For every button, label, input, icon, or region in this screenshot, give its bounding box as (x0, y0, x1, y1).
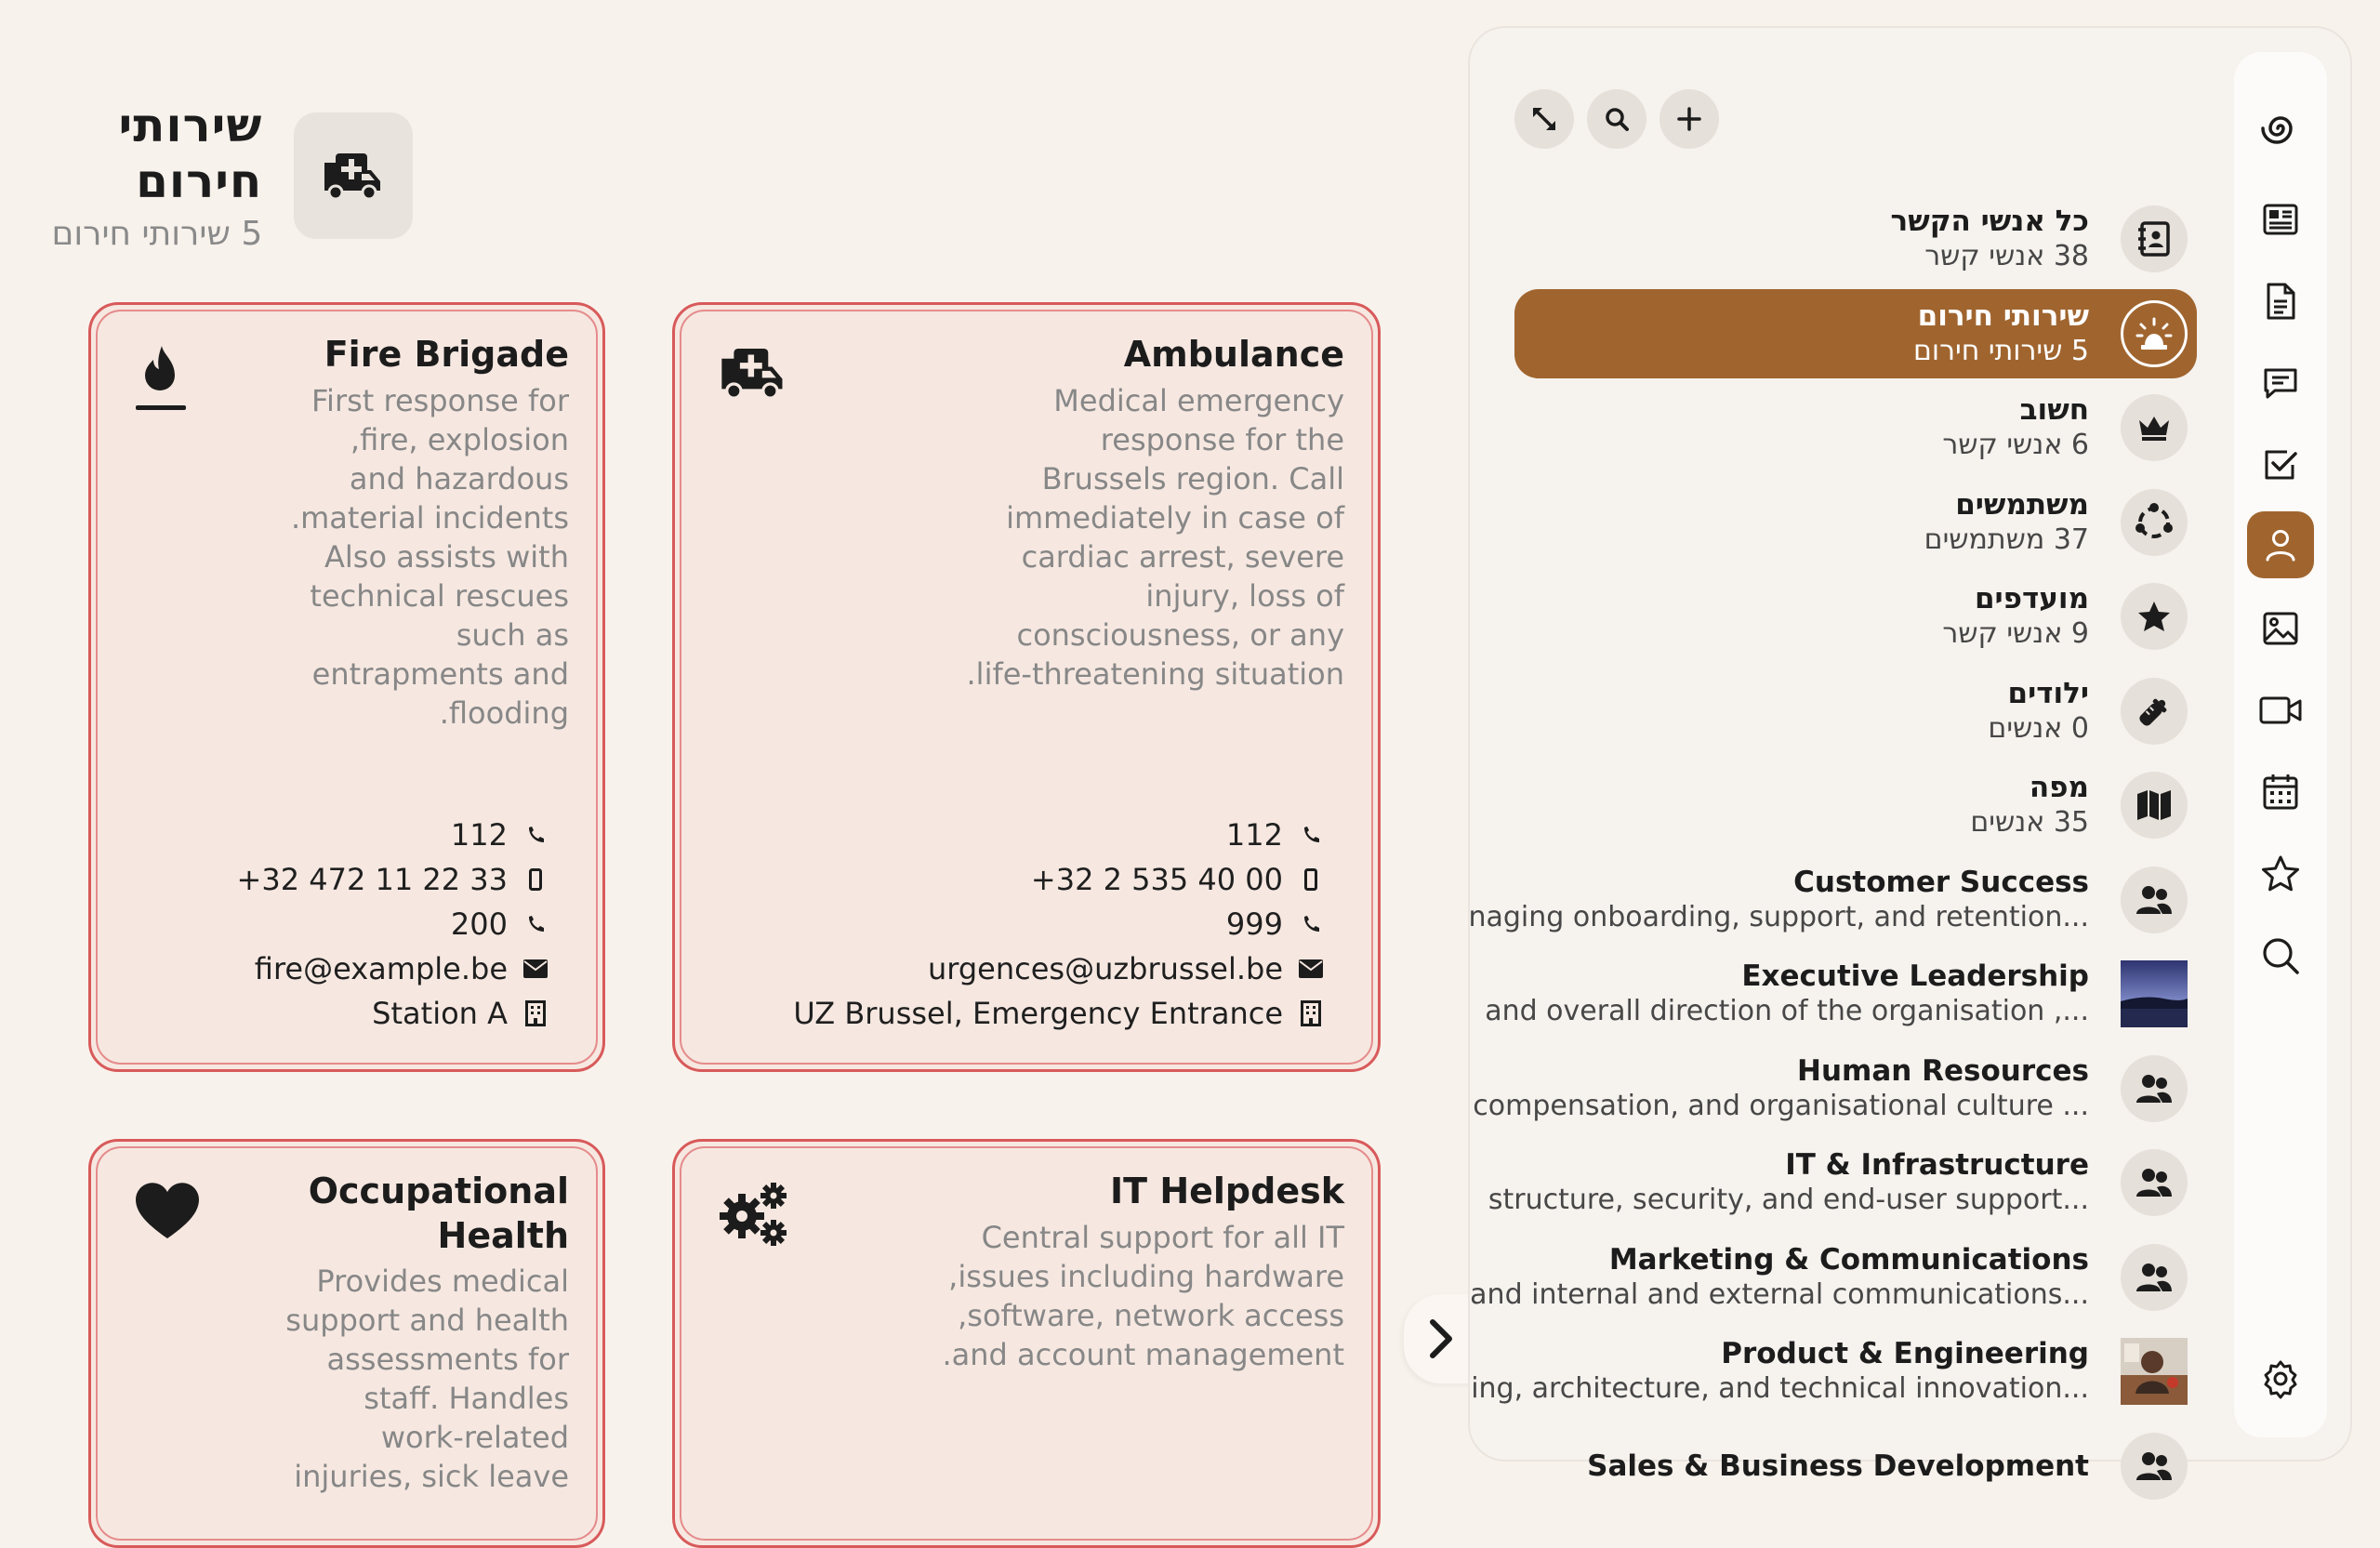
document-icon (2264, 282, 2297, 321)
star-icon (2121, 583, 2188, 650)
group-item-all-contacts[interactable] (1514, 192, 2197, 286)
card-description: Provides medical support and health assessments for staff. Handles work-related injuries, sick leave (285, 1264, 569, 1494)
item-name: שירותי חירום (1917, 298, 2089, 333)
group-item-customer-success[interactable] (1468, 853, 2197, 947)
news-icon (2262, 201, 2299, 238)
group-list (1468, 192, 2197, 1514)
gears-icon (718, 1181, 790, 1251)
group-item-sales[interactable] (1514, 1419, 2197, 1514)
expand-icon (1530, 105, 1558, 133)
card-description: Central support for all IT issues including hardware, software, network access, and account management. (942, 1219, 1344, 1372)
fire-icon (134, 344, 188, 417)
contact-mobile[interactable]: +32 472 11 22 33 (237, 857, 547, 902)
contact-location[interactable]: Station A (237, 991, 547, 1036)
users-circle-icon (2121, 489, 2188, 556)
rail-search[interactable] (2247, 922, 2314, 989)
item-subtitle: ... compensation, and organisational culture (1473, 1089, 2089, 1122)
contact-phone[interactable]: 112 (793, 813, 1322, 857)
item-subtitle: 0 אנשים (1988, 711, 2089, 745)
item-subtitle: 37 משתמשים (1924, 523, 2089, 556)
group-item-marketing[interactable] (1470, 1230, 2197, 1325)
page-header (0, 98, 413, 253)
mail-icon (524, 959, 547, 978)
item-subtitle: ...structure, security, and end-user support (1488, 1184, 2089, 1217)
chat-icon (2262, 364, 2299, 402)
map-icon (2121, 772, 2188, 839)
baby-bottle-icon (2121, 678, 2188, 745)
chevron-right-icon (1427, 1318, 1455, 1359)
card-title: Occupational Health (308, 1171, 569, 1256)
item-name: Executive Leadership (1741, 959, 2089, 994)
rail-news[interactable] (2247, 186, 2314, 253)
card-description: Medical emergency response for the Brussels region. Call immediately in case of cardiac arrest, severe injury, loss of consciousness, or any life-threatening situation. (966, 382, 1344, 692)
card-title: Fire Brigade (324, 334, 569, 375)
item-name: משתמשים (1955, 487, 2089, 522)
rail-tasks[interactable] (2247, 431, 2314, 498)
group-icon (2121, 1244, 2188, 1311)
contact-phone[interactable]: 999 (793, 902, 1322, 946)
app-rail (2234, 52, 2327, 1437)
card-occupational-health[interactable] (88, 1139, 605, 1548)
item-subtitle: 38 אנשי קשר (1924, 239, 2089, 272)
group-item-executive-leadership[interactable] (1485, 947, 2197, 1042)
contact-email[interactable]: fire@example.be (237, 946, 547, 991)
page-header-text (0, 98, 262, 253)
contacts-book-icon (2121, 205, 2188, 272)
item-name: מפה (2029, 771, 2089, 805)
phone-icon (1300, 914, 1322, 934)
group-icon (2121, 1433, 2188, 1500)
group-icon (2121, 1149, 2188, 1216)
rail-documents[interactable] (2247, 268, 2314, 335)
video-icon (2258, 695, 2303, 726)
search-icon (2261, 936, 2300, 975)
landscape-avatar (2121, 960, 2188, 1027)
item-subtitle: 6 אנשי קשר (1942, 429, 2089, 462)
photo-avatar (2121, 1338, 2188, 1405)
item-subtitle: ..., and overall direction of the organisation (1485, 995, 2089, 1028)
add-button[interactable] (1659, 89, 1719, 149)
group-item-babies[interactable] (1514, 664, 2197, 759)
mail-icon (1300, 959, 1322, 978)
card-title: Ambulance (1123, 334, 1344, 375)
item-name: Product & Engineering (1721, 1337, 2089, 1371)
card-it-helpdesk[interactable] (672, 1139, 1381, 1548)
item-subtitle: ...ing, architecture, and technical innovation (1471, 1372, 2089, 1406)
item-name: Customer Success (1793, 865, 2089, 899)
rail-chat[interactable] (2247, 350, 2314, 417)
contact-list (793, 813, 1322, 1036)
card-description: First response for fire, explosion, and hazardous material incidents. Also assists with technical rescues such as entrapments and flooding. (290, 382, 569, 731)
group-icon (2121, 1055, 2188, 1122)
mobile-icon (524, 868, 547, 891)
person-icon (2262, 526, 2299, 563)
mobile-icon (1300, 868, 1322, 891)
card-ambulance[interactable] (672, 302, 1381, 1072)
item-name: מועדפים (1974, 582, 2089, 616)
group-item-map[interactable] (1514, 759, 2197, 853)
item-name: חשוב (2019, 393, 2089, 428)
rail-video[interactable] (2247, 677, 2314, 744)
group-item-it-infrastructure[interactable] (1488, 1136, 2197, 1231)
contact-location[interactable]: UZ Brussel, Emergency Entrance (793, 991, 1322, 1036)
search-button[interactable] (1587, 89, 1646, 149)
item-subtitle: ...and internal and external communications (1470, 1277, 2089, 1311)
rail-images[interactable] (2247, 595, 2314, 662)
settings-icon (2261, 1358, 2300, 1397)
contact-email[interactable]: urgences@uzbrussel.be (793, 946, 1322, 991)
item-name: Human Resources (1797, 1053, 2089, 1088)
item-subtitle: ...naging onboarding, support, and retention (1468, 900, 2089, 933)
search-icon (1604, 106, 1630, 132)
rail-settings[interactable] (2247, 1344, 2314, 1411)
rail-calendar[interactable] (2247, 759, 2314, 826)
rail-favorites[interactable] (2247, 840, 2314, 907)
page-subtitle: 5 שירותי חירום (51, 215, 263, 253)
rail-logo[interactable] (2247, 95, 2314, 162)
item-name: כל אנשי הקשר (1890, 204, 2089, 238)
ambulance-icon (718, 344, 788, 405)
group-item-human-resources[interactable] (1473, 1041, 2197, 1136)
star-outline-icon (2261, 854, 2300, 893)
contact-phone[interactable]: 112 (237, 813, 547, 857)
plus-icon (1676, 106, 1702, 132)
group-icon (2121, 867, 2188, 933)
building-icon (1300, 1000, 1322, 1026)
contact-mobile[interactable]: +32 2 535 40 00 (793, 857, 1322, 902)
contacts-panel (1468, 26, 2352, 1483)
phone-icon (524, 825, 547, 845)
group-item-product-engineering[interactable] (1471, 1325, 2197, 1420)
item-name: ילודים (2007, 676, 2089, 710)
page-title: שירותי חירום (118, 99, 263, 208)
item-name: Marketing & Communications (1608, 1242, 2089, 1277)
group-item-favorites[interactable] (1514, 570, 2197, 665)
item-name: IT & Infrastructure (1785, 1148, 2089, 1183)
contact-list (237, 813, 547, 1036)
item-name: Sales & Business Development (1587, 1449, 2089, 1483)
checkbox-icon (2262, 446, 2299, 483)
contact-phone[interactable]: 200 (237, 902, 547, 946)
collapse-panel-button[interactable] (1404, 1294, 1478, 1383)
item-subtitle: 35 אנשים (1970, 806, 2089, 840)
item-subtitle: 5 שירותי חירום (1913, 334, 2089, 367)
alarm-light-icon (2121, 300, 2188, 367)
heart-icon (134, 1181, 201, 1244)
group-item-users[interactable] (1514, 475, 2197, 570)
header-ambulance-icon (294, 112, 413, 239)
group-item-important[interactable] (1514, 381, 2197, 476)
card-title: IT Helpdesk (1110, 1171, 1344, 1211)
panel-toolbar (1514, 89, 1719, 149)
card-fire-brigade[interactable] (88, 302, 605, 1072)
phone-icon (1300, 825, 1322, 845)
rail-contacts[interactable] (2247, 511, 2314, 578)
calendar-icon (2262, 773, 2299, 812)
spiral-logo-icon (2262, 110, 2299, 147)
item-subtitle: 9 אנשי קשר (1942, 617, 2089, 651)
phone-icon (524, 914, 547, 934)
building-icon (524, 1000, 547, 1026)
expand-button[interactable] (1514, 89, 1574, 149)
group-item-emergency-services[interactable] (1514, 289, 2197, 378)
crown-icon (2121, 394, 2188, 461)
image-icon (2262, 610, 2299, 647)
